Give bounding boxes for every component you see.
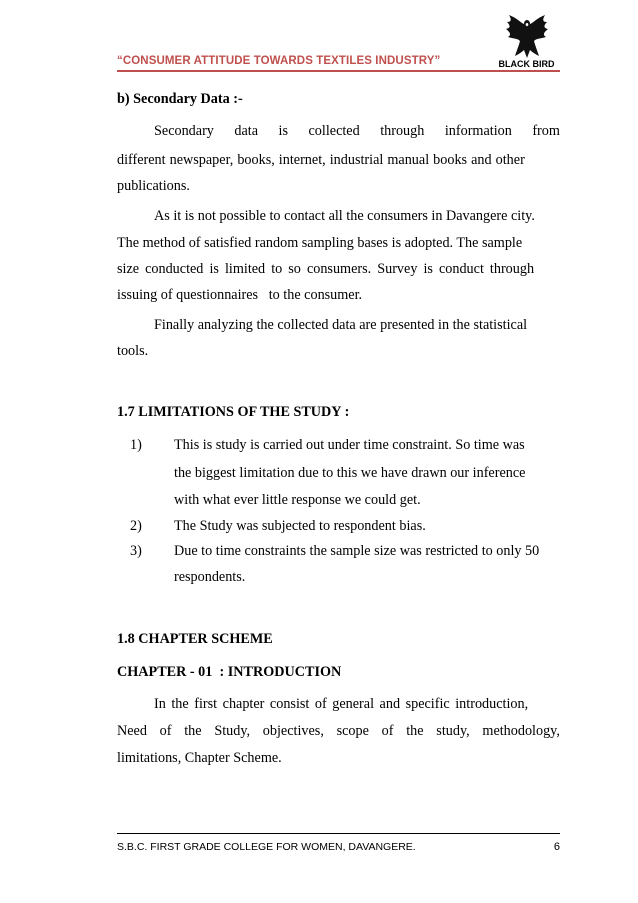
list-item-line: with what ever little response we could get. [174,492,421,508]
paragraph-line: The method of satisfied random sampling bases is adopted. The sample [117,235,523,251]
footer-college: S.B.C. FIRST GRADE COLLEGE FOR WOMEN, DAVANGERE. [117,841,416,853]
section-heading: 1.8 CHAPTER SCHEME [117,631,273,647]
black-bird-logo [493,14,560,71]
list-item-line: Due to time constraints the sample size was restricted to only 50 [174,543,540,559]
list-item-line: The Study was subjected to respondent bias. [174,518,426,534]
paragraph-line: In the first chapter consist of general and specific introduction, [154,696,529,712]
header-title: “CONSUMER ATTITUDE TOWARDS TEXTILES INDUSTRY” [117,55,441,67]
page-number: 6 [553,841,560,853]
paragraph-line: Secondary data is collected through information from [154,123,560,139]
paragraph-line: tools. [117,343,149,359]
list-number: 1) [130,437,142,453]
paragraph-line: Need of the Study, objectives, scope of the study, methodology, [117,723,560,739]
paragraph-line: publications. [117,178,190,194]
chapter-heading: CHAPTER - 01 : INTRODUCTION [117,664,342,680]
paragraph-line: issuing of questionnaires to the consumer. [117,287,363,303]
paragraph-line: Finally analyzing the collected data are presented in the statistical [154,317,528,333]
list-number: 2) [130,518,142,534]
eagle-icon [503,14,551,60]
paragraph-line: size conducted is limited to so consumers. Survey is conduct through [117,261,535,277]
section-heading: 1.7 LIMITATIONS OF THE STUDY : [117,404,350,420]
paragraph-line: different newspaper, books, internet, industrial manual books and other [117,152,525,168]
list-item-line: This is study is carried out under time constraint. So time was [174,437,525,453]
page-header [117,14,560,72]
logo-text: BLACK BIRD [498,59,555,69]
list-number: 3) [130,543,142,559]
page-footer [117,833,560,853]
paragraph-line: limitations, Chapter Scheme. [117,750,282,766]
list-item-line: respondents. [174,569,246,585]
list-item-line: the biggest limitation due to this we have drawn our inference [174,465,526,481]
section-heading: b) Secondary Data :- [117,91,243,107]
paragraph-line: As it is not possible to contact all the consumers in Davangere city. [154,208,535,224]
